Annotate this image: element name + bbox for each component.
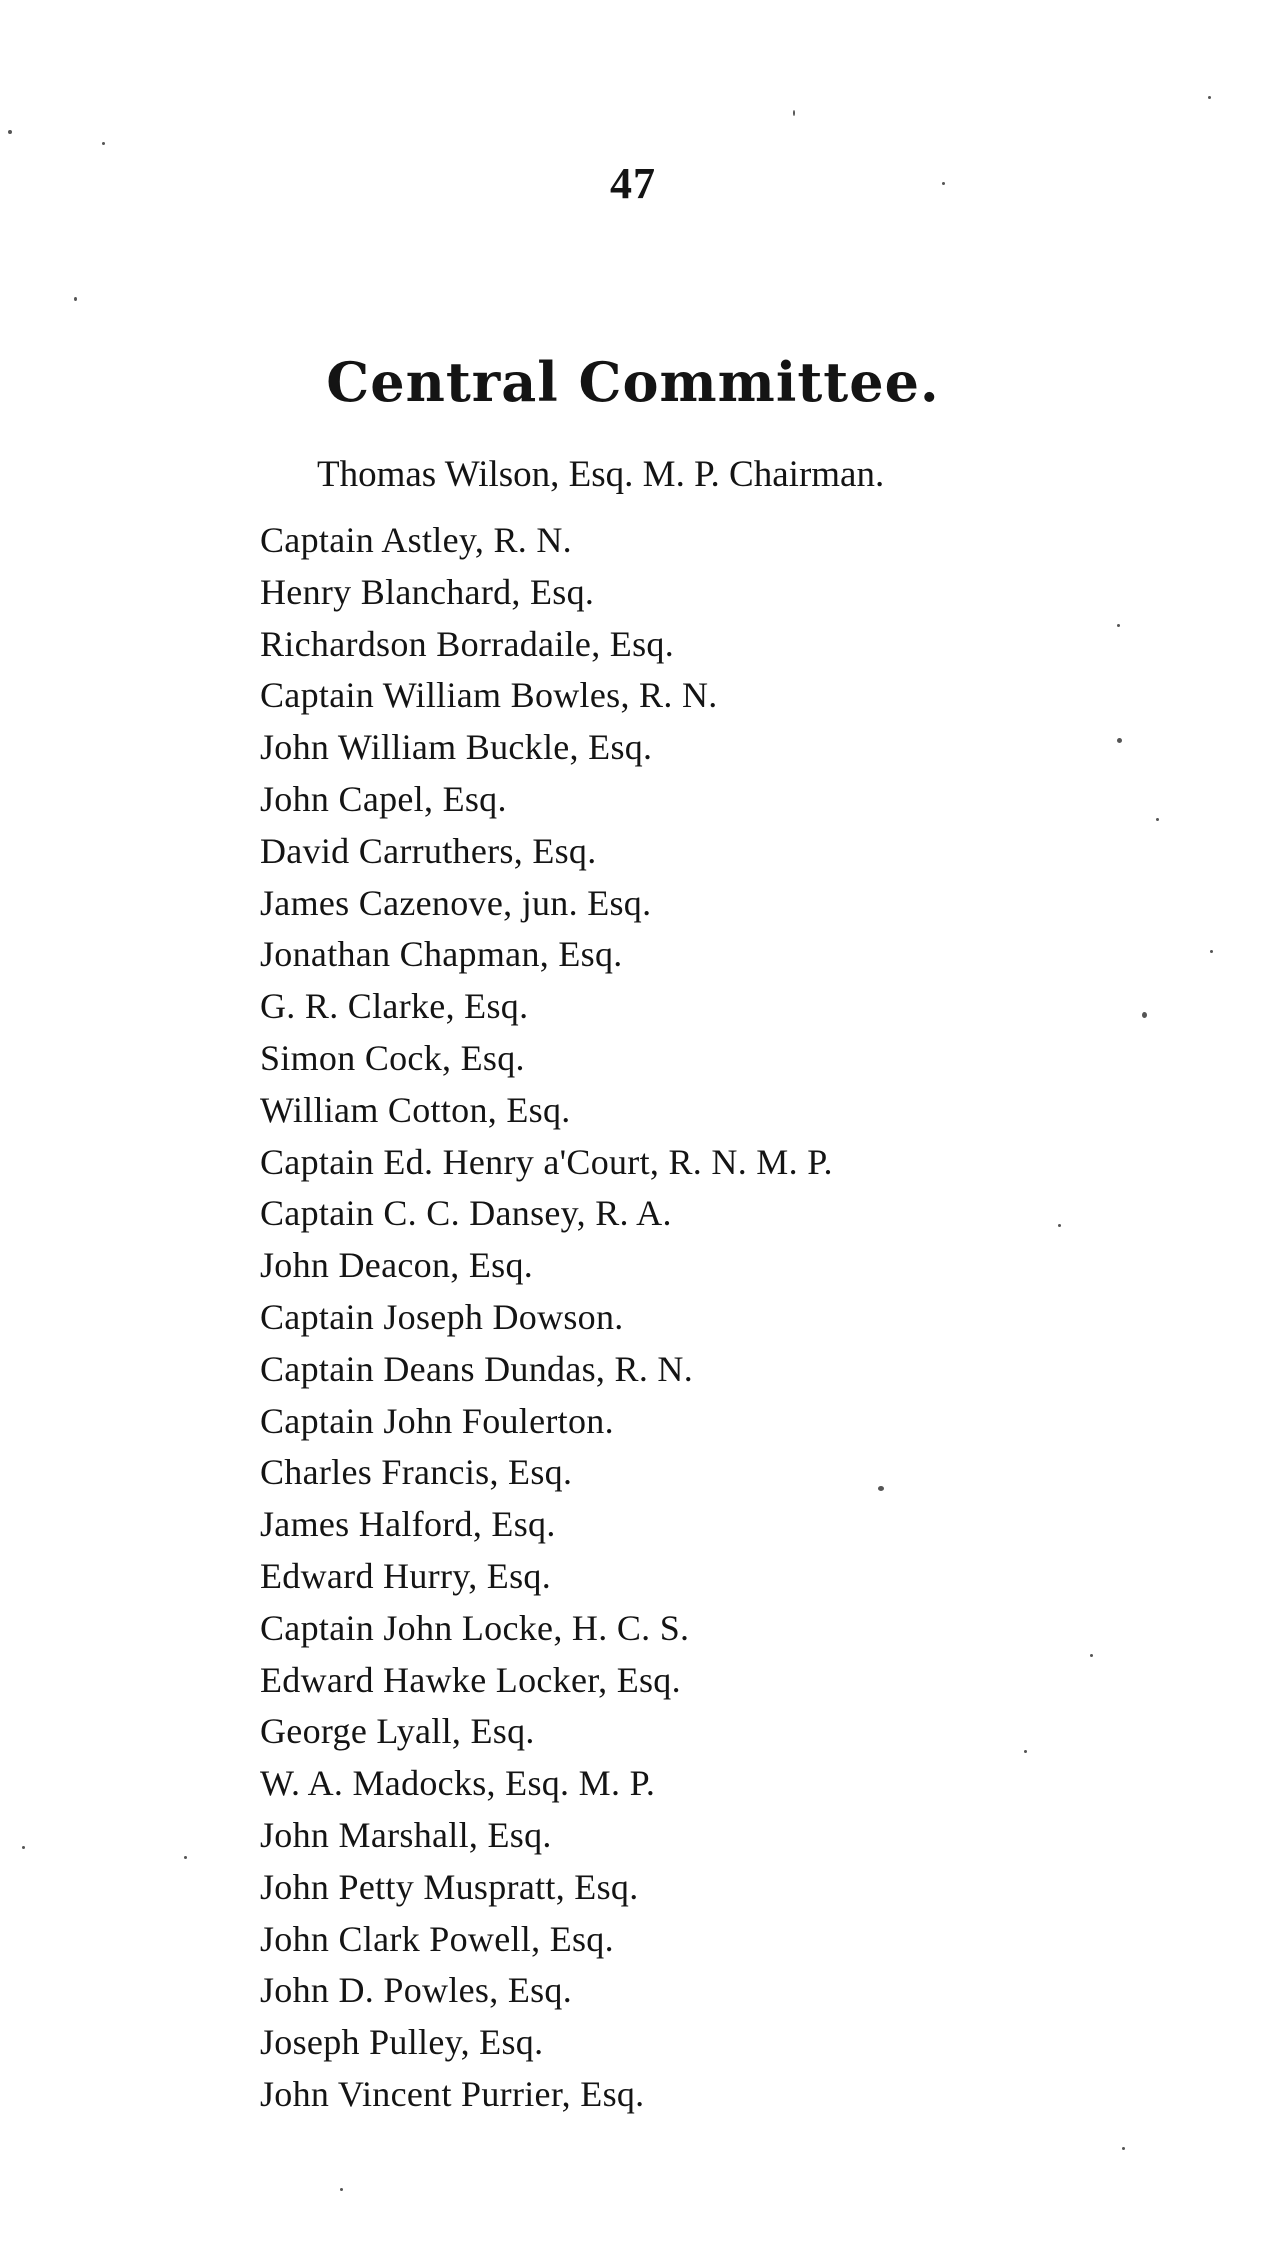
member-name: Captain John Foulerton.	[260, 1400, 614, 1441]
paper-speck	[1210, 950, 1213, 953]
paper-speck	[22, 1846, 25, 1849]
member-name: Jonathan Chapman, Esq.	[260, 934, 623, 975]
paper-speck	[1208, 96, 1211, 99]
paper-speck	[1117, 624, 1120, 627]
member-name: William Cotton, Esq.	[260, 1089, 571, 1130]
member-name: Captain Astley, R. N.	[260, 520, 572, 560]
paper-speck	[793, 110, 795, 116]
paper-speck	[1156, 818, 1159, 821]
chairman-line: Thomas Wilson, Esq. M. P. Chairman.	[317, 454, 885, 495]
paper-speck	[1117, 738, 1122, 743]
page-heading: Central Committee.	[326, 350, 940, 414]
member-name: Edward Hawke Locker, Esq.	[260, 1659, 681, 1700]
page-number: 47	[610, 159, 656, 208]
member-name: John Clark Powell, Esq.	[260, 1918, 614, 1959]
member-name: Captain John Locke, H. C. S.	[260, 1607, 690, 1648]
paper-speck	[1024, 1750, 1027, 1753]
paper-speck	[1058, 1224, 1061, 1227]
member-name: Captain Ed. Henry a'Court, R. N. M. P.	[260, 1141, 833, 1182]
member-name: Edward Hurry, Esq.	[260, 1555, 551, 1596]
member-name: John Capel, Esq.	[260, 778, 507, 819]
member-name: Captain Joseph Dowson.	[260, 1296, 624, 1337]
member-name: George Lyall, Esq.	[260, 1711, 535, 1752]
member-name: John Marshall, Esq.	[260, 1814, 552, 1855]
paper-speck	[340, 2188, 343, 2191]
member-name: James Halford, Esq.	[260, 1504, 556, 1545]
paper-speck	[942, 182, 945, 185]
committee-member-list	[260, 515, 833, 2121]
paper-speck	[184, 1856, 187, 1859]
member-name: Joseph Pulley, Esq.	[260, 2022, 544, 2063]
member-name: David Carruthers, Esq.	[260, 830, 597, 871]
paper-speck	[8, 130, 12, 134]
paper-speck	[878, 1486, 884, 1491]
member-name: Simon Cock, Esq.	[260, 1037, 525, 1078]
member-name: Henry Blanchard, Esq.	[260, 571, 595, 612]
member-name: John Vincent Purrier, Esq.	[260, 2073, 645, 2114]
member-name: John William Buckle, Esq.	[260, 727, 653, 768]
paper-speck	[1122, 2147, 1125, 2150]
member-name: G. R. Clarke, Esq.	[260, 986, 529, 1027]
member-name: W. A. Madocks, Esq. M. P.	[260, 1763, 656, 1804]
member-name: Captain William Bowles, R. N.	[260, 675, 718, 716]
member-name: James Cazenove, jun. Esq.	[260, 882, 652, 923]
member-name: John Petty Muspratt, Esq.	[260, 1866, 639, 1907]
member-name: Captain C. C. Dansey, R. A.	[260, 1193, 672, 1234]
paper-speck	[1142, 1012, 1147, 1018]
member-name: John Deacon, Esq.	[260, 1245, 534, 1286]
paper-speck	[1090, 1654, 1093, 1657]
member-name: Charles Francis, Esq.	[260, 1452, 573, 1493]
member-name: John D. Powles, Esq.	[260, 1970, 573, 2011]
member-name: Captain Deans Dundas, R. N.	[260, 1348, 694, 1389]
paper-speck	[102, 142, 105, 145]
member-name: Richardson Borradaile, Esq.	[260, 623, 674, 664]
paper-speck	[74, 297, 77, 301]
